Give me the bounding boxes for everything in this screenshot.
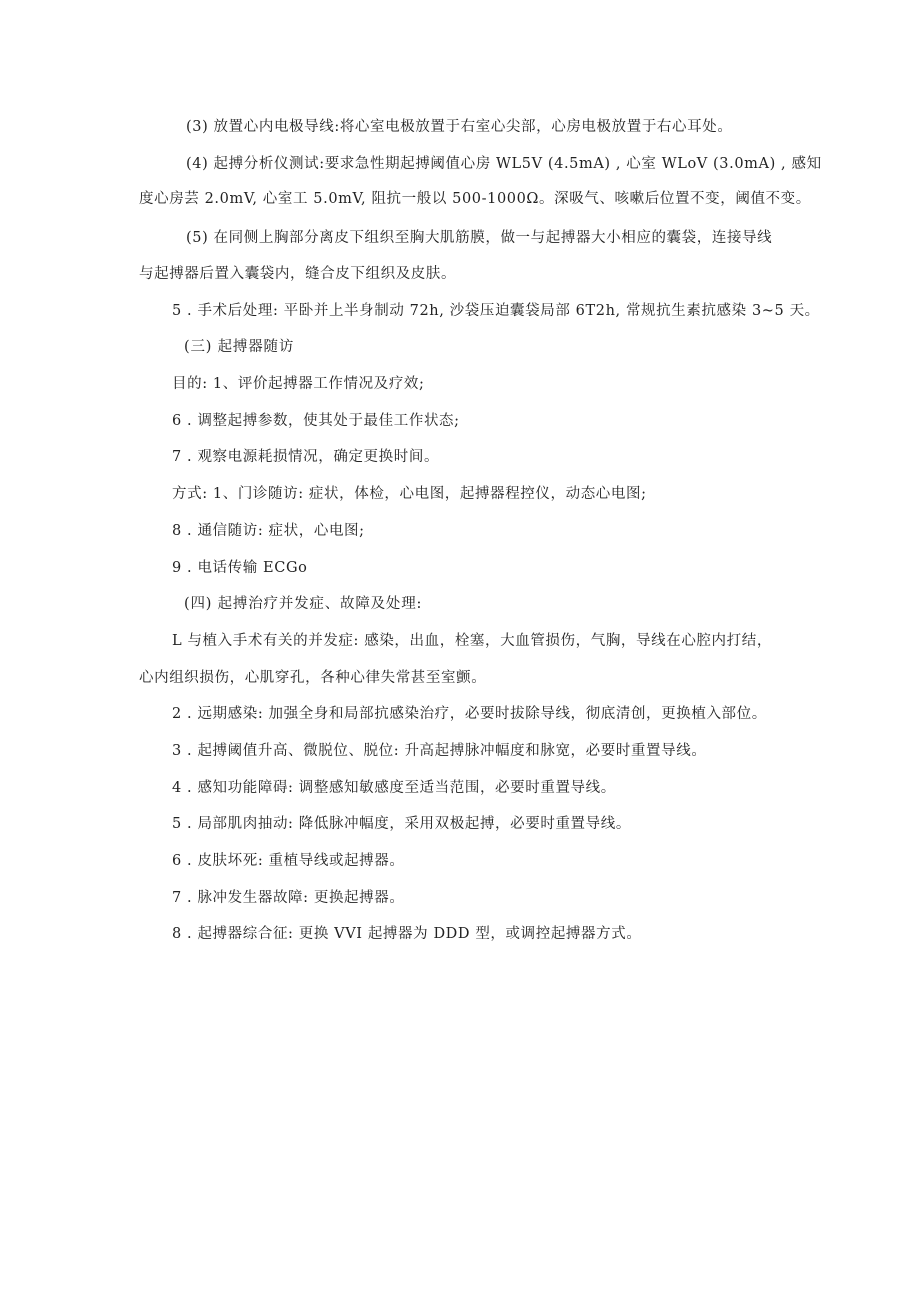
text-line-23: 8 . 起搏器综合征: 更换 VVI 起搏器为 DDD 型，或调控起搏器方式。 (172, 926, 642, 942)
text-line-1: (3) 放置心内电极导线:将心室电极放置于右室心尖部，心房电极放置于右心耳处。 (186, 119, 733, 135)
text-line-19: 4 . 感知功能障碍: 调整感知敏感度至适当范围，必要时重置导线。 (172, 780, 616, 796)
text-line-4: (5) 在同侧上胸部分离皮下组织至胸大肌筋膜，做一与起搏器大小相应的囊袋，连接导线 (186, 230, 773, 246)
text-line-15: L 与植入手术有关的并发症: 感染，出血，栓塞，大血管损伤，气胸，导线在心腔内打结， (172, 633, 772, 649)
text-line-11: 方式: 1、门诊随访: 症状，体检，心电图，起搏器程控仪，动态心电图; (172, 486, 647, 502)
section-heading-3: (三) 起搏器随访 (184, 339, 295, 355)
text-line-18: 3 . 起搏阈值升高、微脱位、脱位: 升高起搏脉冲幅度和脉宽，必要时重置导线。 (172, 743, 707, 759)
text-line-2: (4) 起搏分析仪测试:要求急性期起搏阈值心房 WL5V (4.5mA) , 心室 WLoV (3.0mA) , 感知 (186, 156, 822, 172)
text-line-16: 心内组织损伤，心肌穿孔，各种心律失常甚至室颤。 (139, 670, 487, 686)
text-line-22: 7 . 脉冲发生器故障: 更换起搏器。 (172, 890, 405, 906)
section-heading-4: (四) 起搏治疗并发症、故障及处理: (184, 596, 423, 612)
text-line-12: 8 . 通信随访: 症状，心电图; (172, 523, 365, 539)
text-line-6: 5 . 手术后处理: 平卧并上半身制动 72h, 沙袋压迫囊袋局部 6T2h, 常规抗生素抗感染 3~5 天。 (172, 303, 820, 319)
text-line-8: 目的: 1、评价起搏器工作情况及疗效; (172, 376, 425, 392)
text-line-10: 7 . 观察电源耗损情况，确定更换时间。 (172, 449, 440, 465)
text-line-5: 与起搏器后置入囊袋内，缝合皮下组织及皮肤。 (139, 266, 457, 282)
text-line-21: 6 . 皮肤坏死: 重植导线或起搏器。 (172, 853, 405, 869)
text-line-3: 度心房芸 2.0mV, 心室工 5.0mV, 阻抗一般以 500-1000Ω。深吸气、咳嗽后位置不变，阈值不变。 (139, 191, 811, 207)
text-line-13: 9 . 电话传输 ECGo (172, 560, 308, 576)
text-line-9: 6 . 调整起搏参数，使其处于最佳工作状态; (172, 413, 460, 429)
text-line-20: 5 . 局部肌肉抽动: 降低脉冲幅度，采用双极起搏，必要时重置导线。 (172, 816, 631, 832)
text-line-17: 2 . 远期感染: 加强全身和局部抗感染治疗，必要时拔除导线，彻底清创，更换植入部位。 (172, 706, 767, 722)
